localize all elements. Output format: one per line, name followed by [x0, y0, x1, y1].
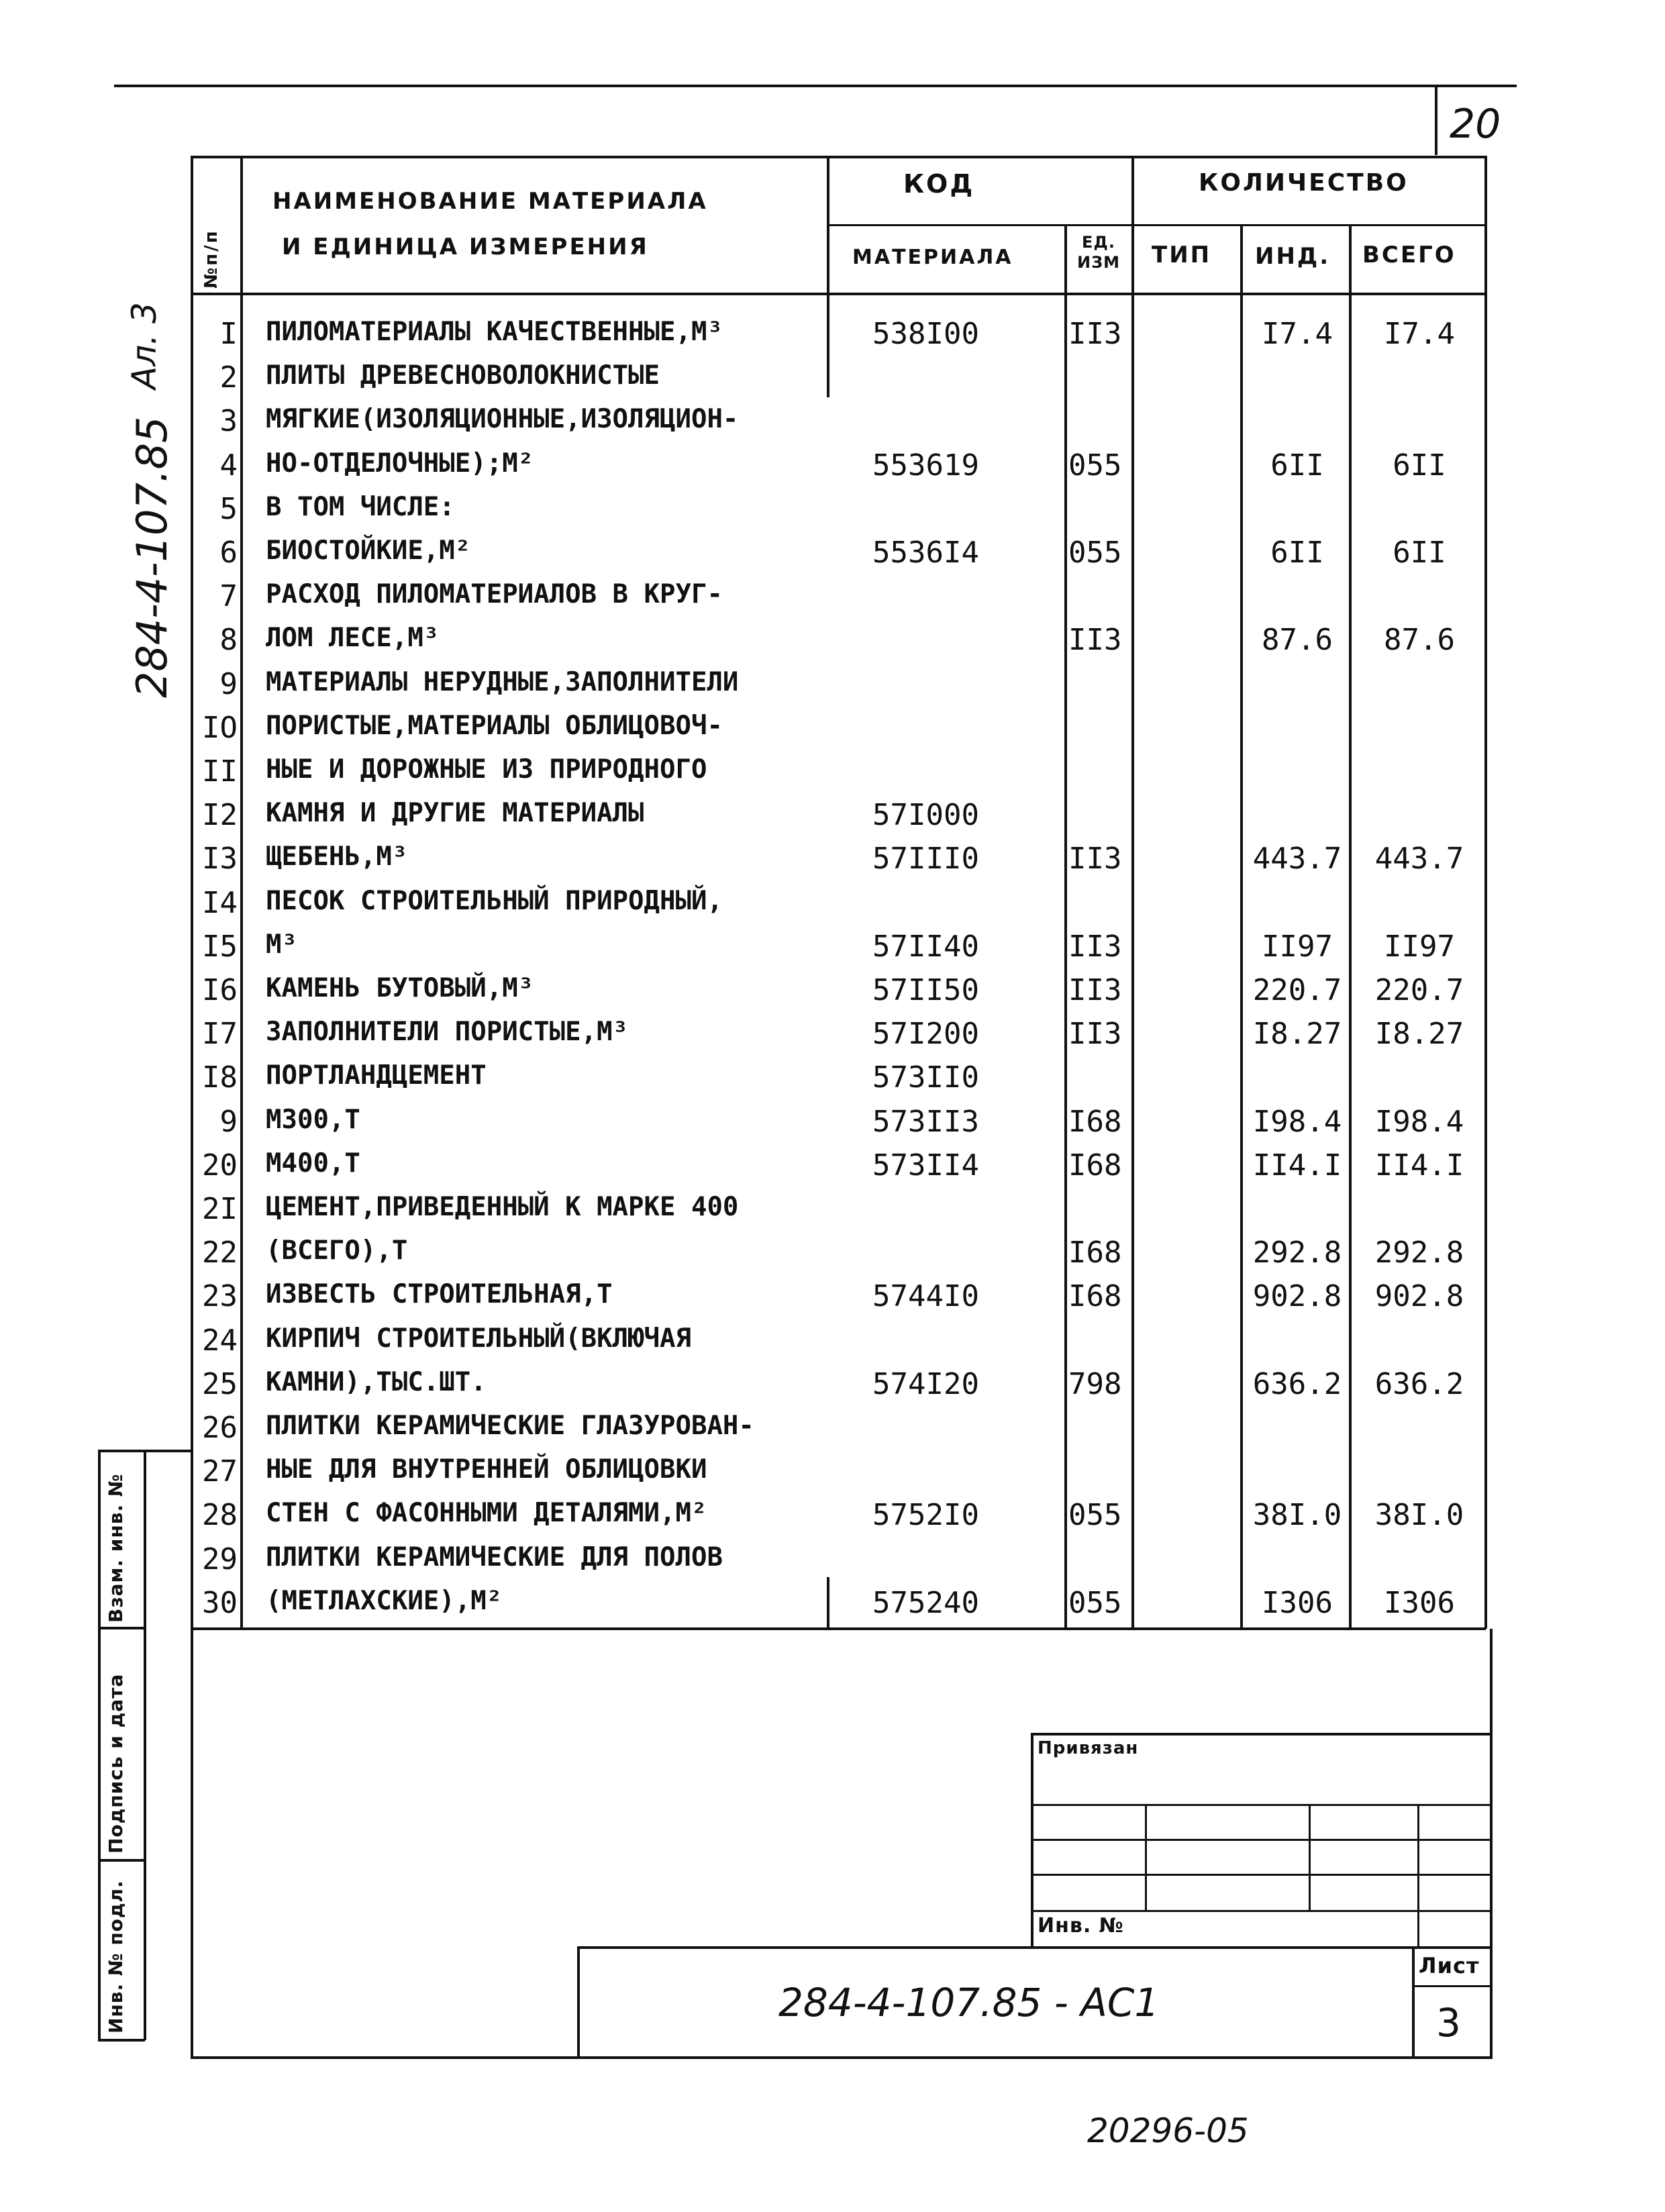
- header-code: КОД: [903, 169, 975, 199]
- bottom-number: 20296-05: [1087, 2111, 1249, 2150]
- header-code-unit: ЕД. ИЗМ: [1076, 233, 1121, 272]
- col-sep-type: [1240, 225, 1243, 1629]
- col-sep-name: [827, 156, 829, 397]
- header-name-line1: НАИМЕНОВАНИЕ МАТЕРИАЛА: [272, 188, 708, 215]
- row-num: 3: [219, 404, 238, 439]
- row-code: 57I000: [872, 798, 979, 833]
- row-total: II97: [1384, 929, 1455, 964]
- sheet-box-mid: [1412, 1985, 1493, 1987]
- row-name: М300,Т: [266, 1104, 360, 1135]
- margin-album: Ал. 3: [125, 302, 164, 389]
- row-name: НО-ОТДЕЛОЧНЫЕ);М²: [266, 448, 534, 479]
- row-name: (МЕТЛАХСКИЕ),М²: [266, 1585, 503, 1616]
- side-stamp-podpis: Подпись и дата: [105, 1673, 127, 1854]
- header-mid: [827, 224, 1486, 226]
- side-stamp-right: [144, 1450, 146, 2040]
- header-qty-total: ВСЕГО: [1362, 242, 1456, 268]
- row-name: ПЛИТКИ КЕРАМИЧЕСКИЕ ГЛАЗУРОВАН-: [266, 1411, 754, 1441]
- table-right: [1484, 156, 1487, 1629]
- row-ind: 902.8: [1252, 1279, 1342, 1314]
- row-total: 636.2: [1374, 1366, 1464, 1401]
- col-sep-num: [240, 156, 243, 1629]
- top-rule: [114, 85, 1517, 87]
- row-num: 28: [202, 1498, 238, 1533]
- row-num: 4: [219, 448, 238, 483]
- row-name: КАМЕНЬ БУТОВЫЙ,М³: [266, 973, 534, 1003]
- row-code: 5752I0: [872, 1498, 979, 1533]
- row-ind: I306: [1262, 1585, 1333, 1620]
- row-name: ЛОМ ЛЕСЕ,М³: [266, 623, 440, 654]
- row-ind: 6II: [1270, 448, 1324, 483]
- row-name: ПЕСОК СТРОИТЕЛЬНЫЙ ПРИРОДНЫЙ,: [266, 885, 723, 916]
- row-code: 573II4: [872, 1148, 979, 1183]
- row-num: 23: [202, 1279, 238, 1314]
- row-total: I7.4: [1384, 317, 1455, 351]
- row-ind: 292.8: [1252, 1236, 1342, 1270]
- row-ind: 6II: [1270, 536, 1324, 570]
- side-stamp-left: [98, 1450, 101, 2040]
- row-name: ПИЛОМАТЕРИАЛЫ КАЧЕСТВЕННЫЕ,М³: [266, 317, 723, 347]
- row-ind: I7.4: [1262, 317, 1333, 351]
- page-number: 20: [1450, 101, 1501, 148]
- privyazan-line2: [1031, 1839, 1493, 1841]
- row-unit: 055: [1068, 536, 1122, 570]
- row-num: I3: [202, 842, 238, 876]
- row-num: 5: [219, 491, 238, 526]
- row-num: 2: [219, 360, 238, 395]
- row-num: 26: [202, 1411, 238, 1445]
- row-unit: I68: [1068, 1104, 1122, 1139]
- row-ind: 636.2: [1252, 1366, 1342, 1401]
- row-num: I4: [202, 885, 238, 920]
- row-unit: II3: [1068, 973, 1122, 1007]
- row-ind: I98.4: [1252, 1104, 1342, 1139]
- privyazan-line1: [1031, 1804, 1493, 1806]
- row-name: ИЗВЕСТЬ СТРОИТЕЛЬНАЯ,Т: [266, 1279, 613, 1310]
- header-name-line2: И ЕДИНИЦА ИЗМЕРЕНИЯ: [282, 234, 649, 260]
- header-num: №п/п: [201, 229, 221, 289]
- row-num: 25: [202, 1366, 238, 1401]
- row-code: 573II0: [872, 1060, 979, 1095]
- row-num: 9: [219, 666, 238, 701]
- row-unit: 798: [1068, 1366, 1122, 1401]
- row-code: 575240: [872, 1585, 979, 1620]
- row-num: 8: [219, 623, 238, 658]
- row-num: 7: [219, 579, 238, 614]
- row-num: II: [202, 754, 238, 789]
- row-name: РАСХОД ПИЛОМАТЕРИАЛОВ В КРУГ-: [266, 579, 723, 610]
- col-sep-unit: [1131, 156, 1134, 1629]
- row-name: ЦЕМЕНТ,ПРИВЕДЕННЫЙ К МАРКЕ 400: [266, 1192, 739, 1222]
- row-unit: I68: [1068, 1279, 1122, 1314]
- side-stamp-inv-podl: Инв. № подл.: [105, 1880, 127, 2033]
- row-name: КАМНИ),ТЫС.ШТ.: [266, 1366, 487, 1397]
- row-ind: 220.7: [1252, 973, 1342, 1007]
- side-stamp-div2: [98, 1859, 145, 1862]
- lower-frame-left: [191, 1629, 193, 2058]
- row-total: 6II: [1393, 536, 1446, 570]
- doc-block-left: [577, 1946, 580, 2058]
- row-name: (ВСЕГО),Т: [266, 1236, 408, 1266]
- row-num: 6: [219, 536, 238, 570]
- page-number-box-left: [1435, 85, 1437, 155]
- row-ind: II97: [1262, 929, 1333, 964]
- sheet-box-left: [1412, 1946, 1415, 2058]
- row-total: I8.27: [1374, 1017, 1464, 1052]
- sheet-number: 3: [1436, 2000, 1461, 2046]
- row-name: ПОРИСТЫЕ,МАТЕРИАЛЫ ОБЛИЦОВОЧ-: [266, 710, 723, 741]
- row-total: 87.6: [1384, 623, 1455, 658]
- row-code: 57III0: [872, 842, 979, 876]
- header-qty-type: ТИП: [1152, 242, 1212, 268]
- row-num: 20: [202, 1148, 238, 1183]
- row-total: 443.7: [1374, 842, 1464, 876]
- row-num: I6: [202, 973, 238, 1007]
- row-total: II4.I: [1374, 1148, 1464, 1183]
- row-total: 220.7: [1374, 973, 1464, 1007]
- row-num: 24: [202, 1323, 238, 1358]
- row-unit: II3: [1068, 623, 1122, 658]
- row-name: ПЛИТКИ КЕРАМИЧЕСКИЕ ДЛЯ ПОЛОВ: [266, 1542, 723, 1572]
- row-name: ПЛИТЫ ДРЕВЕСНОВОЛОКНИСТЫЕ: [266, 360, 660, 391]
- row-num: 27: [202, 1454, 238, 1489]
- privyazan-top: [1031, 1733, 1493, 1736]
- row-total: I306: [1384, 1585, 1455, 1620]
- side-stamp-top: [98, 1450, 192, 1452]
- row-total: 902.8: [1374, 1279, 1464, 1314]
- row-name: М³: [266, 929, 297, 960]
- row-code: 57II40: [872, 929, 979, 964]
- privyazan-label: Привязан: [1038, 1738, 1139, 1758]
- row-name: МАТЕРИАЛЫ НЕРУДНЫЕ,ЗАПОЛНИТЕЛИ: [266, 666, 739, 697]
- header-code-material: МАТЕРИАЛА: [852, 246, 1013, 269]
- col-sep-name-lower: [827, 1577, 829, 1629]
- row-code: 57I200: [872, 1017, 979, 1052]
- row-total: I98.4: [1374, 1104, 1464, 1139]
- doc-code: 284-4-107.85 - АС1: [778, 1980, 1160, 2025]
- row-name: НЫЕ И ДОРОЖНЫЕ ИЗ ПРИРОДНОГО: [266, 754, 707, 785]
- row-unit: I68: [1068, 1236, 1122, 1270]
- row-ind: I8.27: [1252, 1017, 1342, 1052]
- row-num: I8: [202, 1060, 238, 1095]
- row-unit: 055: [1068, 1585, 1122, 1620]
- row-name: БИОСТОЙКИЕ,М²: [266, 536, 471, 566]
- row-name: В ТОМ ЧИСЛЕ:: [266, 491, 455, 522]
- privyazan-vsep2: [1309, 1804, 1311, 1911]
- row-num: I7: [202, 1017, 238, 1052]
- row-num: 30: [202, 1585, 238, 1620]
- row-num: 29: [202, 1542, 238, 1576]
- row-code: 5536I4: [872, 536, 979, 570]
- side-stamp-bottom: [98, 2039, 145, 2042]
- row-num: 2I: [202, 1192, 238, 1226]
- privyazan-line4: [1031, 1910, 1493, 1912]
- row-ind: 38I.0: [1252, 1498, 1342, 1533]
- header-quantity: КОЛИЧЕСТВО: [1199, 169, 1409, 197]
- row-code: 5744I0: [872, 1279, 979, 1314]
- privyazan-vsep3: [1417, 1804, 1419, 1949]
- row-num: I: [219, 317, 238, 351]
- row-name: М400,Т: [266, 1148, 360, 1178]
- row-ind: II4.I: [1252, 1148, 1342, 1183]
- table-bottom: [191, 1627, 1486, 1630]
- row-name: ПОРТЛАНДЦЕМЕНТ: [266, 1060, 487, 1091]
- margin-code: 284-4-107.85: [128, 416, 176, 698]
- row-name: НЫЕ ДЛЯ ВНУТРЕННЕЙ ОБЛИЦОВКИ: [266, 1454, 707, 1485]
- row-name: КИРПИЧ СТРОИТЕЛЬНЫЙ(ВКЛЮЧАЯ: [266, 1323, 691, 1354]
- row-code: 553619: [872, 448, 979, 483]
- row-ind: 87.6: [1262, 623, 1333, 658]
- lower-frame-bottom: [191, 2056, 1493, 2059]
- header-qty-ind: ИНД.: [1255, 243, 1331, 270]
- row-total: 38I.0: [1374, 1498, 1464, 1533]
- sheet-label: Лист: [1419, 1953, 1480, 1978]
- row-num: I5: [202, 929, 238, 964]
- row-code: 574I20: [872, 1366, 979, 1401]
- privyazan-vsep1: [1145, 1804, 1147, 1911]
- row-unit: 055: [1068, 1498, 1122, 1533]
- row-unit: II3: [1068, 842, 1122, 876]
- row-unit: II3: [1068, 317, 1122, 351]
- row-name: СТЕН С ФАСОННЫМИ ДЕТАЛЯМИ,М²: [266, 1498, 707, 1529]
- doc-block-top: [577, 1946, 1493, 1949]
- row-code: 57II50: [872, 973, 979, 1007]
- row-num: 9: [219, 1104, 238, 1139]
- header-bottom: [191, 293, 1486, 295]
- row-name: КАМНЯ И ДРУГИЕ МАТЕРИАЛЫ: [266, 798, 644, 829]
- row-ind: 443.7: [1252, 842, 1342, 876]
- row-name: ЩЕБЕНЬ,М³: [266, 842, 408, 872]
- row-name: МЯГКИЕ(ИЗОЛЯЦИОННЫЕ,ИЗОЛЯЦИОН-: [266, 404, 739, 435]
- privyazan-line3: [1031, 1874, 1493, 1876]
- row-code: 538I00: [872, 317, 979, 351]
- col-sep-code: [1064, 225, 1067, 1629]
- row-total: 292.8: [1374, 1236, 1464, 1270]
- row-num: I2: [202, 798, 238, 833]
- table-top: [191, 156, 1486, 158]
- row-code: 573II3: [872, 1104, 979, 1139]
- side-stamp-div1: [98, 1627, 145, 1629]
- row-unit: 055: [1068, 448, 1122, 483]
- side-stamp-vzam: Взам. инв. №: [105, 1473, 127, 1623]
- row-unit: II3: [1068, 929, 1122, 964]
- row-unit: II3: [1068, 1017, 1122, 1052]
- row-unit: I68: [1068, 1148, 1122, 1183]
- row-total: 6II: [1393, 448, 1446, 483]
- row-num: 22: [202, 1236, 238, 1270]
- row-name: ЗАПОЛНИТЕЛИ ПОРИСТЫЕ,М³: [266, 1017, 629, 1048]
- lower-frame-right: [1490, 1629, 1493, 2058]
- col-sep-ind: [1349, 225, 1352, 1629]
- row-num: IO: [202, 710, 238, 745]
- inv-no-label: Инв. №: [1038, 1914, 1124, 1938]
